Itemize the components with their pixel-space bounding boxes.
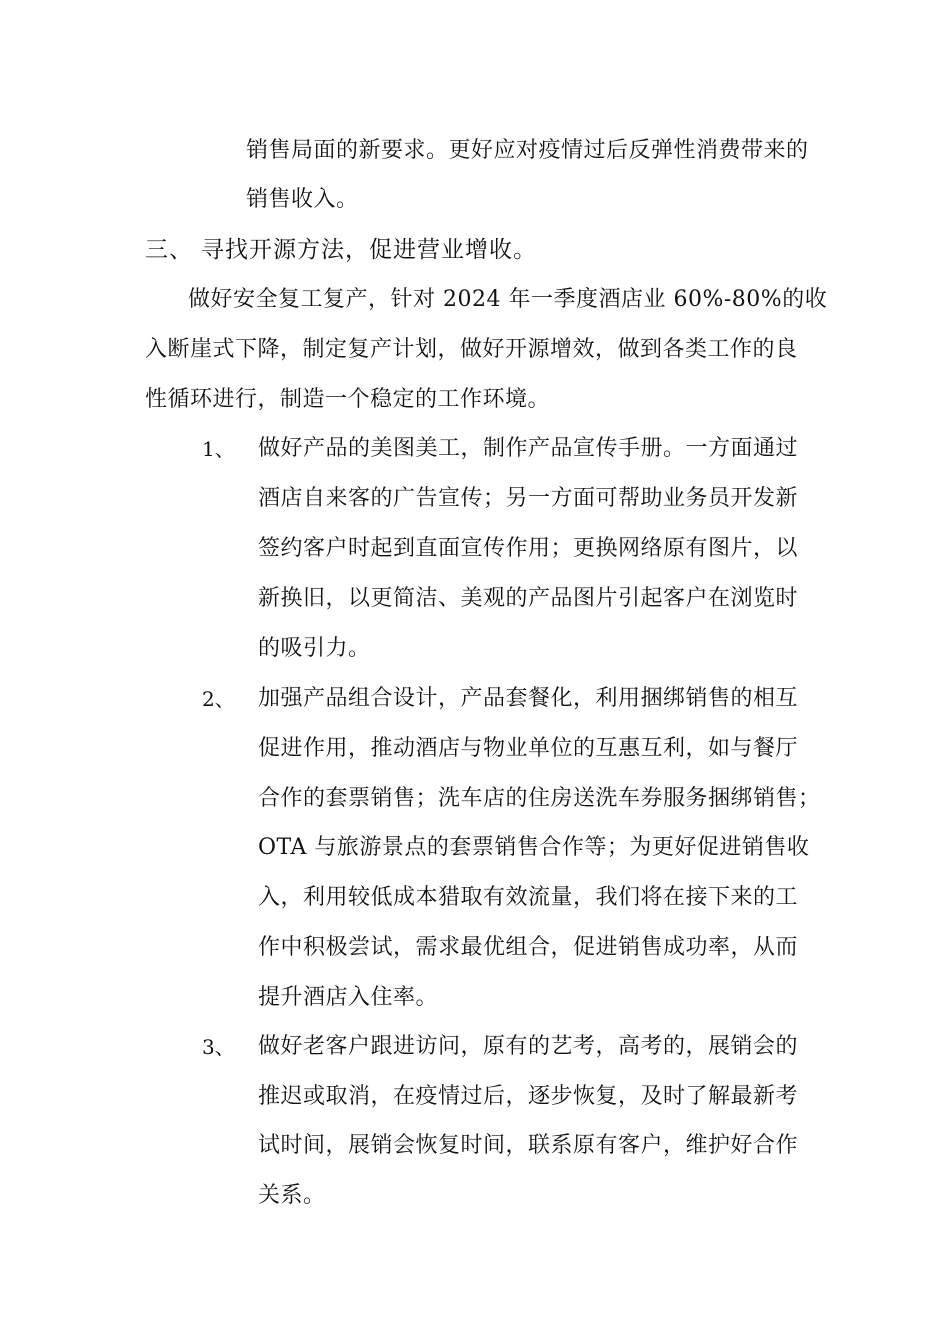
section-heading: 寻找开源方法，促进营业增收。 xyxy=(201,237,537,263)
list-item-line: 的吸引力。 xyxy=(258,636,371,661)
list-item-line: 合作的套票销售；洗车店的住房送洗车券服务捆绑销售； xyxy=(258,786,821,811)
list-item-line: 提升酒店入住率。 xyxy=(258,985,439,1010)
list-item-line: 做好老客户跟进访问，原有的艺考，高考的，展销会的 xyxy=(258,1034,799,1059)
list-item-line: 作中积极尝试，需求最优组合，促进销售成功率，从而 xyxy=(258,935,799,960)
list-item-line: 新换旧，以更简洁、美观的产品图片引起客户在浏览时 xyxy=(258,586,799,611)
list-item-number: 2、 xyxy=(202,687,235,711)
list-item-line: 酒店自来客的广告宣传；另一方面可帮助业务员开发新 xyxy=(258,486,799,511)
list-item-line: 试时间，展销会恢复时间，联系原有客户，维护好合作 xyxy=(258,1133,799,1158)
list-item-number: 1、 xyxy=(202,437,235,461)
intro-line: 性循环进行，制造一个稳定的工作环境。 xyxy=(145,387,551,412)
list-item-number: 3、 xyxy=(202,1035,235,1059)
list-item-line: 促进作用，推动酒店与物业单位的互惠互利，如与餐厅 xyxy=(258,736,799,761)
continuation-line: 销售局面的新要求。更好应对疫情过后反弹性消费带来的 xyxy=(246,138,809,163)
list-item-line: 关系。 xyxy=(258,1183,326,1208)
intro-line: 入断崖式下降，制定复产计划，做好开源增效，做到各类工作的良 xyxy=(145,337,798,362)
continuation-line: 销售收入。 xyxy=(246,187,359,212)
list-item-line: OTA 与旅游景点的套票销售合作等；为更好促进销售收 xyxy=(258,835,810,860)
section-number: 三、 xyxy=(145,237,193,263)
list-item-line: 加强产品组合设计，产品套餐化，利用捆绑销售的相互 xyxy=(258,686,799,711)
intro-line: 做好安全复工复产，针对 2024 年一季度酒店业 60%-80%的收 xyxy=(188,287,828,312)
list-item-line: 做好产品的美图美工，制作产品宣传手册。一方面通过 xyxy=(258,436,799,461)
list-item-line: 签约客户时起到直面宣传作用；更换网络原有图片，以 xyxy=(258,536,799,561)
list-item-line: 入，利用较低成本猎取有效流量，我们将在接下来的工 xyxy=(258,885,799,910)
list-item-line: 推迟或取消，在疫情过后，逐步恢复，及时了解最新考 xyxy=(258,1084,799,1109)
